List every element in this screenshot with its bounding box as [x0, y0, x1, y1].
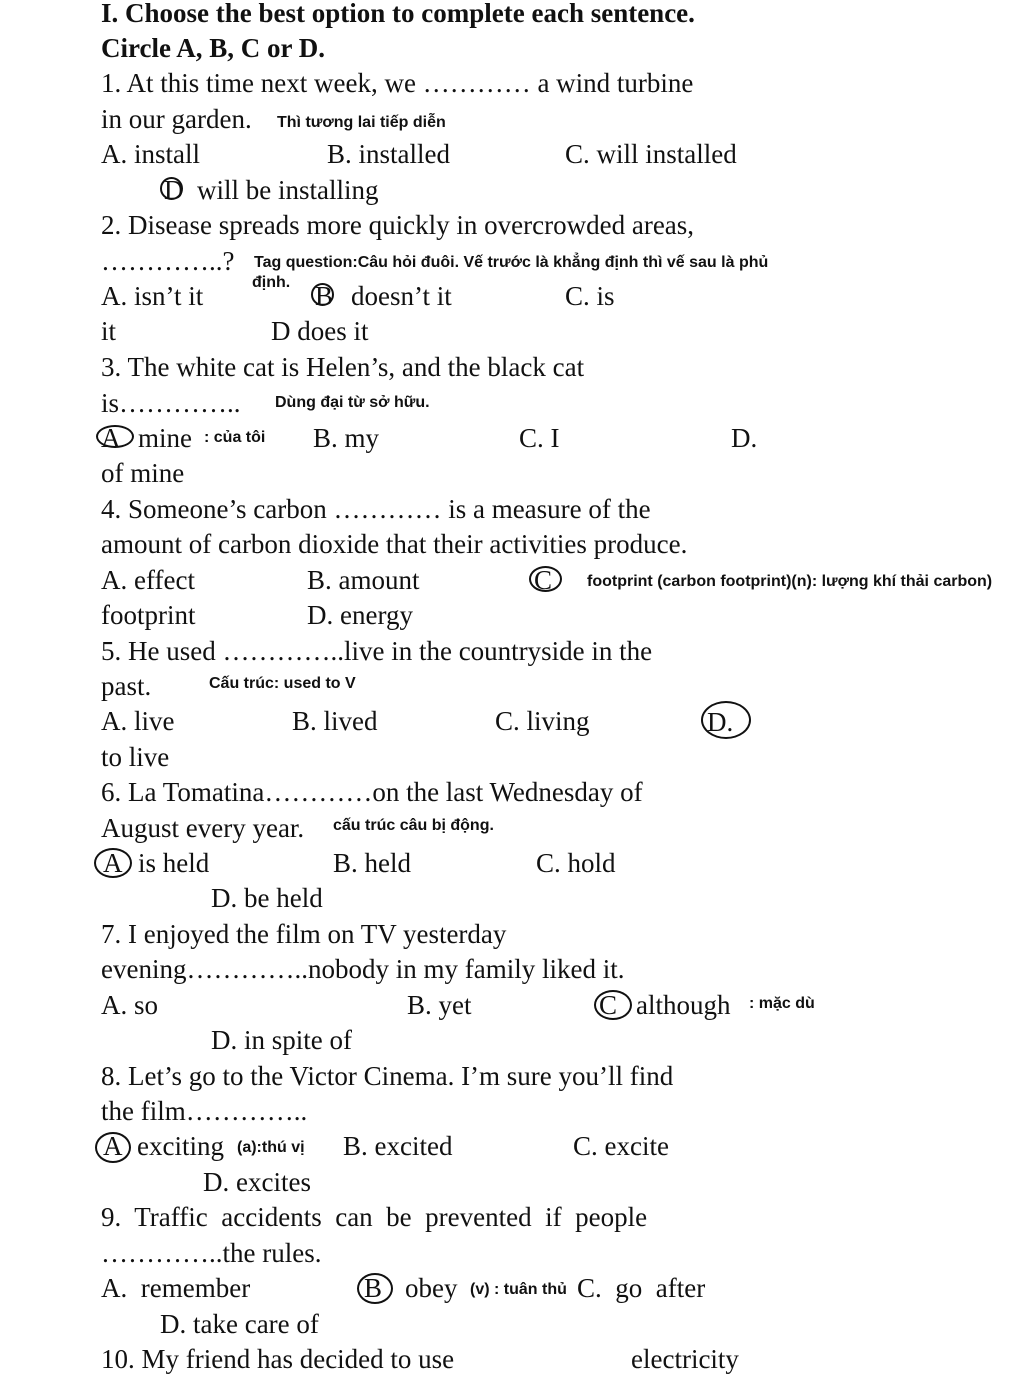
- q5-option-c: C. living: [495, 706, 590, 736]
- q6-note: cấu trúc câu bị động.: [333, 817, 494, 834]
- q7-stem-line1: 7. I enjoyed the film on TV yesterday: [101, 919, 507, 949]
- q2-option-c-cont: it: [101, 316, 117, 346]
- q7-option-b: B. yet: [407, 990, 472, 1020]
- q1-option-c: C. will installed: [565, 139, 737, 169]
- q8-option-d: D. excites: [203, 1167, 311, 1197]
- q5-option-d: D.: [707, 707, 734, 737]
- q6-option-c: C. hold: [536, 848, 616, 878]
- q4-option-d: D. energy: [307, 600, 413, 630]
- q8-stem-line1: 8. Let’s go to the Victor Cinema. I’m sure you’ll find: [101, 1061, 674, 1091]
- q7-option-d: D. in spite of: [211, 1025, 352, 1055]
- q8-option-b: B. excited: [343, 1131, 453, 1161]
- q3-option-d-cont: of mine: [101, 458, 185, 488]
- q4-stem-line2: amount of carbon dioxide that their activities produce.: [101, 529, 688, 559]
- q2-option-a: A. isn’t it: [101, 281, 204, 311]
- q8-option-a: exciting: [137, 1131, 224, 1161]
- q1-stem-line2: in our garden.: [101, 104, 252, 134]
- section-heading: I. Choose the best option to complete each sentence.: [101, 0, 695, 28]
- q6-option-b: B. held: [333, 848, 411, 878]
- q3-option-b: B. my: [313, 423, 380, 453]
- q7-option-a: A. so: [101, 990, 159, 1020]
- q9-option-d: D. take care of: [160, 1309, 319, 1339]
- q7-option-c: although: [636, 990, 731, 1020]
- q3-stem-line2: is…………..: [101, 388, 241, 418]
- q9-stem-line2: …………..the rules.: [101, 1238, 322, 1268]
- q5-option-b: B. lived: [292, 706, 378, 736]
- q2-option-b-letter: B: [315, 281, 334, 311]
- q6-option-a-letter: A: [103, 848, 123, 878]
- q3-option-a: mine: [138, 423, 192, 453]
- q1-option-a: A. install: [101, 139, 200, 169]
- q8-option-a-note: (a):thú vị: [237, 1139, 305, 1156]
- q10-stem-line1-end: electricity: [631, 1344, 739, 1374]
- q4-option-a: A. effect: [101, 565, 195, 595]
- q7-option-c-letter: C: [599, 990, 618, 1020]
- q2-note-line1: Tag question:Câu hỏi đuôi. Vế trước là khẳng định thì vế sau là phủ: [254, 254, 769, 271]
- q5-stem-line2: past.: [101, 671, 152, 701]
- q2-stem-line1: 2. Disease spreads more quickly in overcrowded areas,: [101, 210, 695, 240]
- q8-option-a-letter: A: [103, 1131, 123, 1161]
- q2-option-d: D does it: [271, 316, 369, 346]
- q9-stem-line1: 9. Traffic accidents can be prevented if people: [101, 1202, 648, 1232]
- q5-note: Cấu trúc: used to V: [209, 675, 356, 692]
- q3-option-d: D.: [731, 423, 758, 453]
- q3-option-a-letter: A: [101, 423, 121, 453]
- q4-option-c-letter: C: [534, 565, 553, 595]
- q3-option-a-note: : của tôi: [204, 429, 266, 446]
- q1-stem-line1: 1. At this time next week, we ………… a wind turbine: [101, 68, 694, 98]
- q7-option-c-note: : mặc dù: [749, 995, 815, 1012]
- q1-option-b: B. installed: [327, 139, 450, 169]
- q5-stem-line1: 5. He used …………..live in the countryside in the: [101, 636, 653, 666]
- section-instruction: Circle A, B, C or D.: [101, 33, 325, 63]
- q1-option-d-letter: D: [164, 175, 184, 205]
- q3-note: Dùng đại từ sở hữu.: [275, 394, 430, 411]
- q8-option-c: C. excite: [573, 1131, 669, 1161]
- q10-stem-line1: 10. My friend has decided to use: [101, 1344, 455, 1374]
- q1-option-d: will be installing: [197, 175, 379, 205]
- q6-stem-line2: August every year.: [101, 813, 305, 843]
- q3-option-c: C. I: [519, 423, 560, 453]
- q6-option-d: D. be held: [211, 883, 323, 913]
- q5-option-a: A. live: [101, 706, 175, 736]
- q4-option-c-note: footprint (carbon footprint)(n): lượng khí thải carbon): [587, 573, 993, 590]
- q8-stem-line2: the film…………..: [101, 1096, 308, 1126]
- q9-option-b: obey: [405, 1273, 458, 1303]
- q4-option-b: B. amount: [307, 565, 420, 595]
- q9-option-a: A. remember: [101, 1273, 251, 1303]
- q2-stem-line2: …………..?: [101, 246, 235, 276]
- q6-stem-line1: 6. La Tomatina…………on the last Wednesday of: [101, 777, 643, 807]
- q9-option-b-note: (v) : tuân thủ: [470, 1281, 567, 1298]
- q4-stem-line1: 4. Someone’s carbon ………… is a measure of the: [101, 494, 651, 524]
- q3-stem-line1: 3. The white cat is Helen’s, and the black cat: [101, 352, 585, 382]
- q2-option-c: C. is: [565, 281, 615, 311]
- q9-option-c: C. go after: [577, 1273, 706, 1303]
- q9-option-b-letter: B: [364, 1273, 383, 1303]
- q2-option-b: doesn’t it: [351, 281, 452, 311]
- q1-note: Thì tương lai tiếp diễn: [277, 114, 446, 131]
- q6-option-a: is held: [138, 848, 210, 878]
- q2-note-line2: định.: [252, 274, 291, 291]
- q7-stem-line2: evening…………..nobody in my family liked it.: [101, 954, 625, 984]
- q5-option-d-cont: to live: [101, 742, 170, 772]
- q4-option-c-cont: footprint: [101, 600, 196, 630]
